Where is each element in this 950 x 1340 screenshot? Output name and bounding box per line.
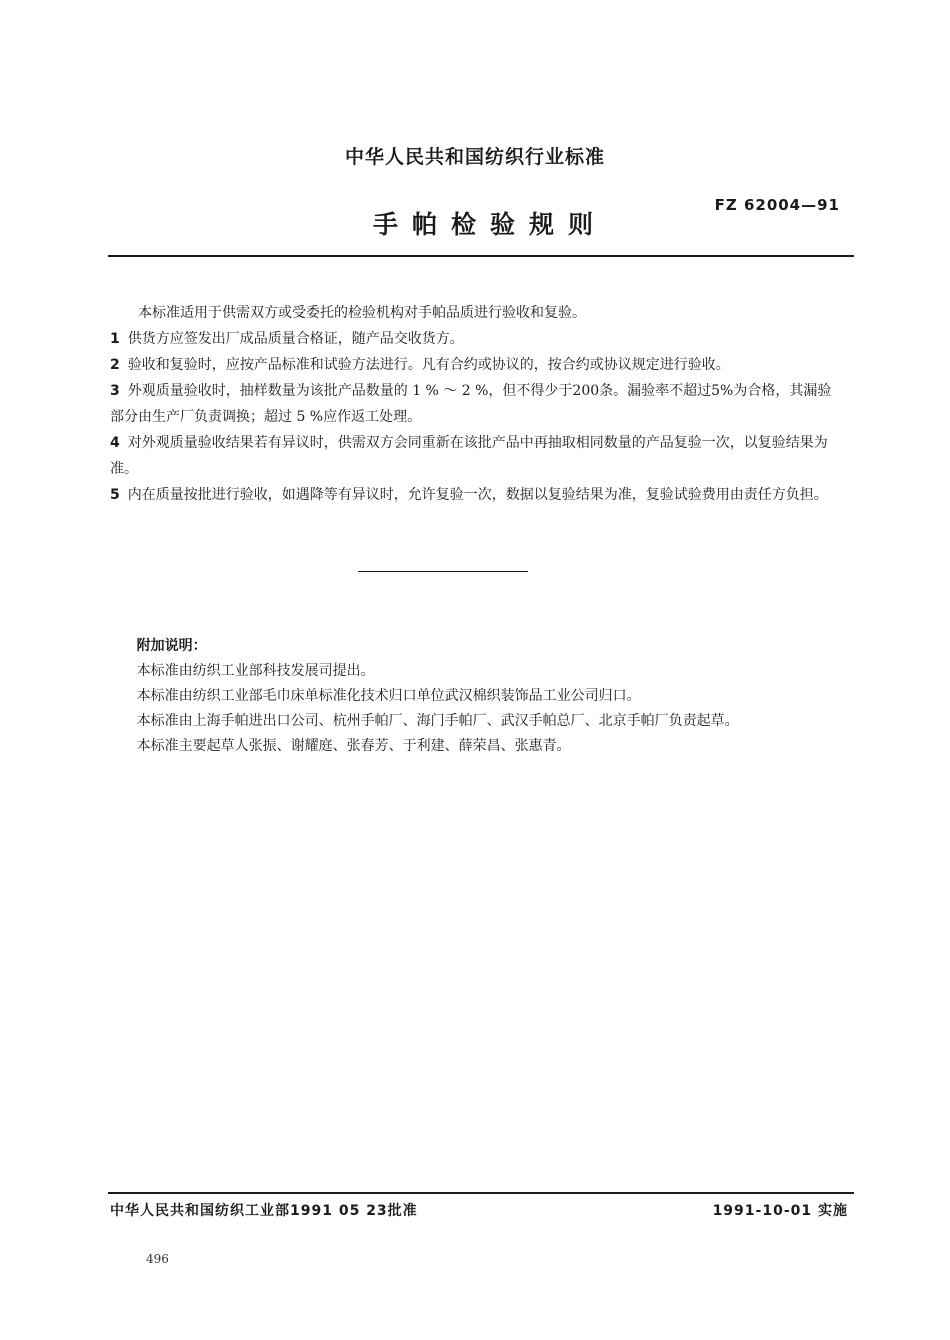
clause-3 [110, 378, 845, 430]
clause-2 [110, 352, 845, 378]
footer-divider [108, 1192, 854, 1194]
clause-4 [110, 430, 845, 482]
note-line: 本标准由上海手帕进出口公司、杭州手帕厂、海门手帕厂、武汉手帕总厂、北京手帕厂负责起草。 [136, 713, 739, 729]
header-divider [108, 255, 854, 257]
clause-text: 验收和复验时，应按产品标准和试验方法进行。凡有合约或协议的，按合约或协议规定进行验收。 [127, 357, 730, 373]
page-number: 496 [146, 1252, 169, 1266]
clause-number: 3 [110, 383, 120, 399]
implementation-date: 1991-10-01 实施 [712, 1203, 848, 1219]
section-end-divider [358, 571, 528, 572]
notes-heading: 附加说明： [136, 638, 207, 654]
clause-text: 外观质量验收时，抽样数量为该批产品数量的 1 % ～ 2 %，但不得少于200条。漏验率不超过5%为合格，其漏验部分由生产厂负责调换；超过 5 %应作返工处理。 [110, 383, 832, 425]
clause-text: 对外观质量验收结果若有异议时，供需双方会同重新在该批产品中再抽取相同数量的产品复验一次，以复验结果为准。 [110, 435, 828, 477]
clause-number: 4 [110, 435, 120, 451]
clause-text: 内在质量按批进行验收，如遇降等有异议时，允许复验一次，数据以复验结果为准，复验试验费用由责任方负担。 [127, 487, 828, 503]
clause-1 [110, 326, 845, 352]
intro-paragraph: 本标准适用于供需双方或受委托的检验机构对手帕品质进行验收和复验。 [138, 305, 586, 321]
issuing-organization: 中华人民共和国纺织行业标准 [344, 146, 605, 168]
clause-text: 供货方应签发出厂成品质量合格证，随产品交收货方。 [127, 331, 464, 347]
clause-number: 5 [110, 487, 120, 503]
note-line: 本标准主要起草人张振、谢耀庭、张春芳、于利建、薛荣昌、张惠青。 [136, 738, 571, 754]
document-title: 手帕检验规则 [372, 210, 607, 239]
document-body [110, 300, 845, 508]
clause-5 [110, 482, 845, 508]
clause-number: 1 [110, 331, 120, 347]
additional-notes [110, 634, 870, 759]
clause-number: 2 [110, 357, 120, 373]
note-line: 本标准由纺织工业部科技发展司提出。 [136, 663, 375, 679]
standard-code: FZ 62004—91 [714, 196, 840, 214]
approval-date: 中华人民共和国纺织工业部1991 05 23批准 [110, 1203, 418, 1219]
note-line: 本标准由纺织工业部毛巾床单标准化技术归口单位武汉棉织装饰品工业公司归口。 [136, 688, 641, 704]
